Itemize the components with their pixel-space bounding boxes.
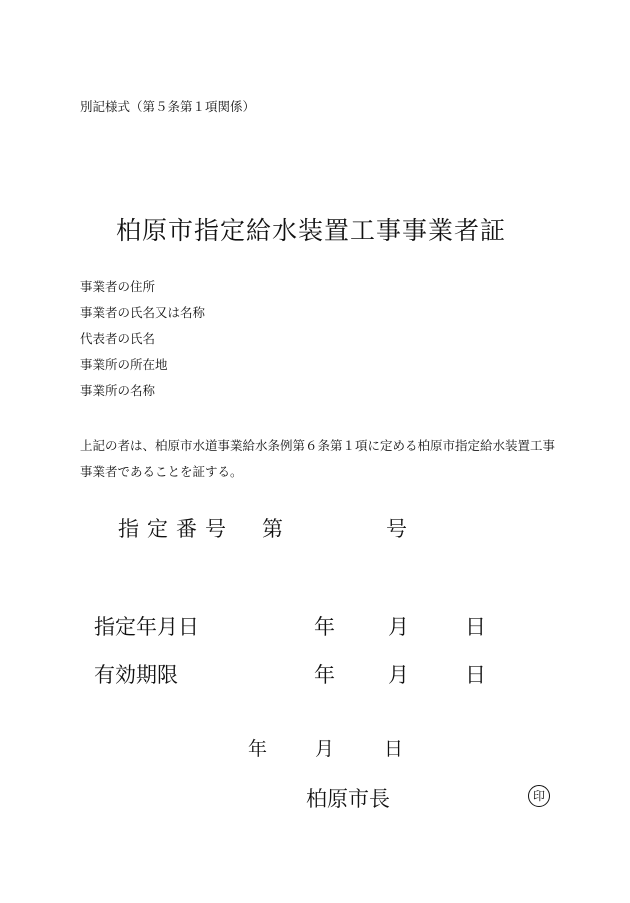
designation-date-month: 月 xyxy=(388,615,409,639)
designation-date-year: 年 xyxy=(314,615,335,639)
certification-text: 上記の者は、柏原市水道事業給水条例第６条第１項に定める柏原市指定給水装置工事事業者であることを証する。 xyxy=(80,438,556,479)
field-office-name: 事業所の名称 xyxy=(80,383,156,398)
designation-number-prefix: 第 xyxy=(262,517,283,541)
expiry-label: 有効期限 xyxy=(94,663,178,687)
designation-date-label: 指定年月日 xyxy=(94,615,199,639)
expiry-day: 日 xyxy=(465,663,486,687)
issue-date-year: 年 xyxy=(248,738,268,760)
field-business-address: 事業者の住所 xyxy=(80,279,156,294)
seal-mark: 印 xyxy=(528,785,550,807)
document-title: 柏原市指定給水装置工事事業者証 xyxy=(116,216,507,245)
designation-number-label: 指定番号 xyxy=(118,517,234,541)
field-business-name: 事業者の氏名又は名称 xyxy=(80,305,206,320)
expiry-year: 年 xyxy=(314,663,335,687)
designation-number-suffix: 号 xyxy=(386,517,407,541)
issue-date-month: 月 xyxy=(315,738,335,760)
issuer-title: 柏原市長 xyxy=(306,787,390,811)
form-note: 別記様式（第５条第１項関係） xyxy=(80,99,256,114)
field-office-location: 事業所の所在地 xyxy=(80,357,168,372)
expiry-month: 月 xyxy=(388,663,409,687)
issue-date-day: 日 xyxy=(384,738,404,760)
designation-date-day: 日 xyxy=(465,615,486,639)
field-representative-name: 代表者の氏名 xyxy=(80,331,156,346)
